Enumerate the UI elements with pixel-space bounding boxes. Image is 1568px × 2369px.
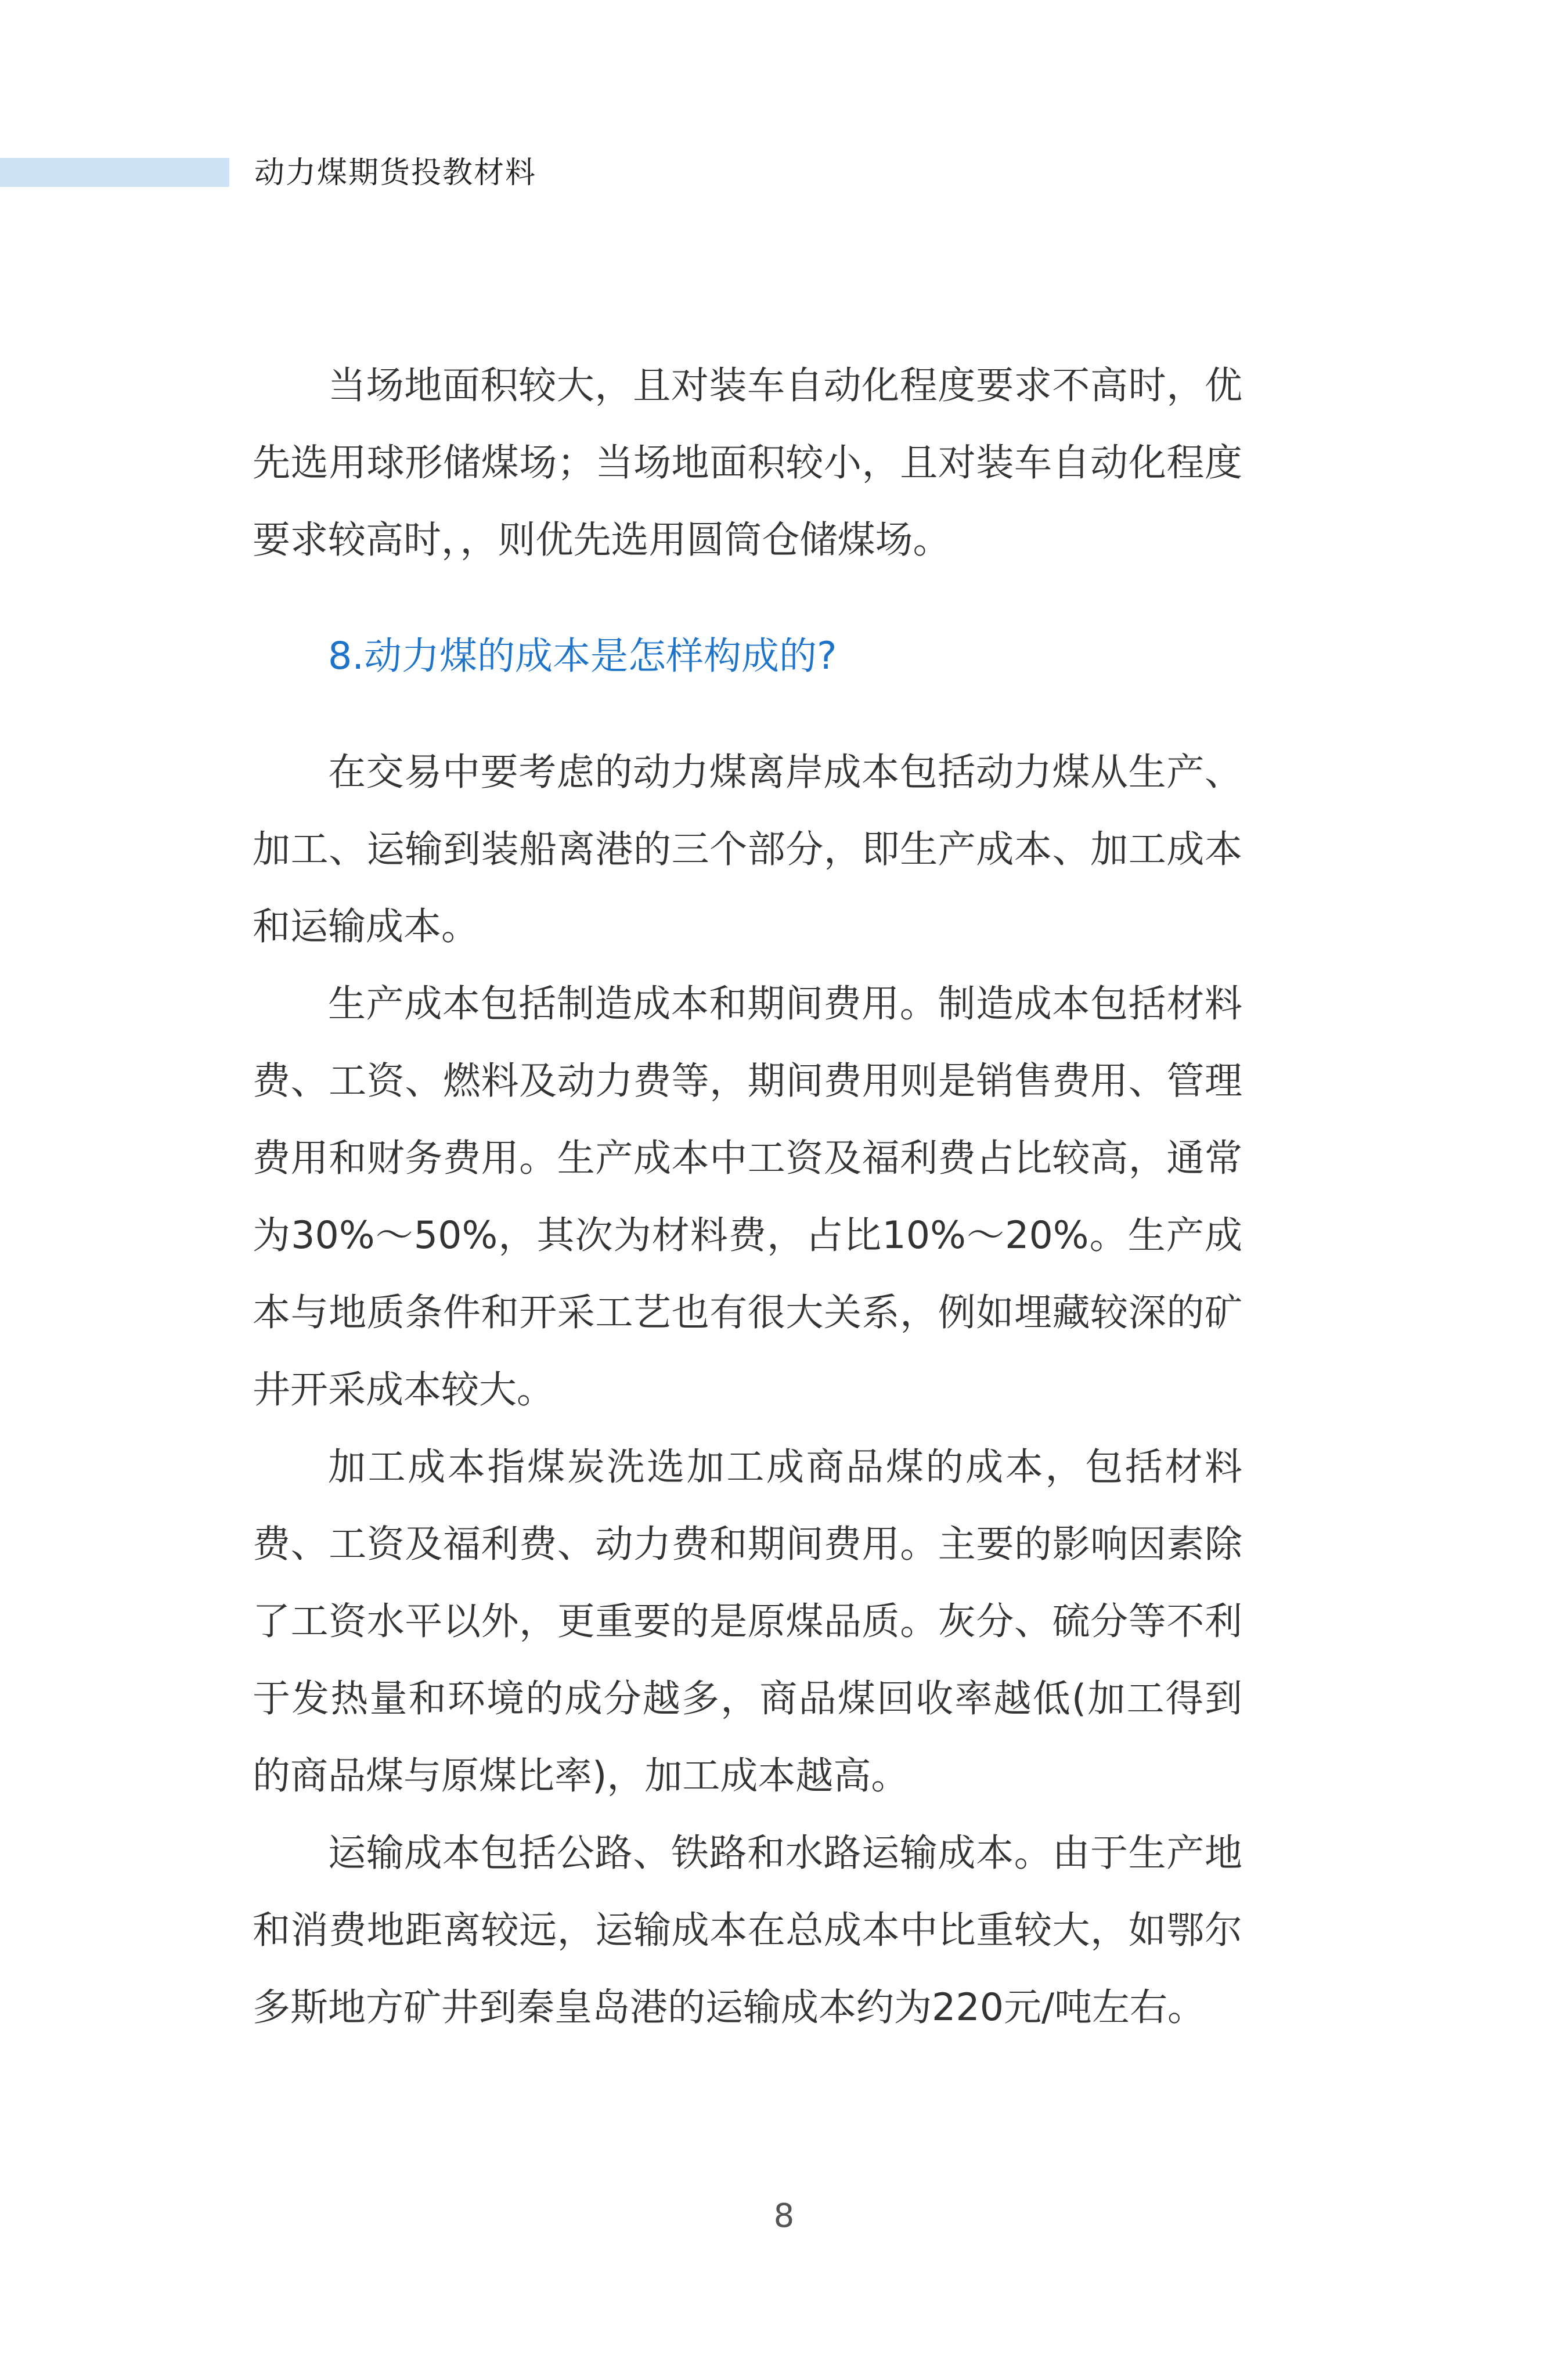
paragraph-production-cost: 生产成本包括制造成本和期间费用。制造成本包括材料费、工资、燃料及动力费等，期间费用则是销售费用、管理费用和财务费用。生产成本中工资及福利费占比较高，通常为30%～50%，其次为材料费，占比10%～20%。生产成本与地质条件和开采工艺也有很大关系，例如埋藏较深的矿井开采成本较大。 — [253, 982, 1242, 1412]
section-heading: 8.动力煤的成本是怎样构成的? — [328, 634, 837, 678]
paragraph-transport-cost: 运输成本包括公路、铁路和水路运输成本。由于生产地和消费地距离较远，运输成本在总成本中比重较大，如鄂尔多斯地方矿井到秦皇岛港的运输成本约为220元/吨左右。 — [253, 1831, 1242, 2029]
paragraph-storage-selection: 当场地面积较大，且对装车自动化程度要求不高时，优先选用球形储煤场；当场地面积较小，且对装车自动化程度要求较高时，，则优先选用圆筒仓储煤场。 — [253, 364, 1242, 562]
page-content — [253, 347, 1242, 2046]
header-title: 动力煤期货投教材料 — [254, 156, 537, 190]
paragraph-cost-overview: 在交易中要考虑的动力煤离岸成本包括动力煤从生产、加工、运输到装船离港的三个部分，即生产成本、加工成本和运输成本。 — [253, 751, 1242, 949]
page-number: 8 — [773, 2197, 795, 2235]
header-accent-bar — [0, 158, 229, 187]
paragraph-processing-cost: 加工成本指煤炭洗选加工成商品煤的成本，包括材料费、工资及福利费、动力费和期间费用。主要的影响因素除了工资水平以外，更重要的是原煤品质。灰分、硫分等不利于发热量和环境的成分越多，商品煤回收率越低(加工得到的商品煤与原煤比率)，加工成本越高。 — [253, 1445, 1242, 1798]
